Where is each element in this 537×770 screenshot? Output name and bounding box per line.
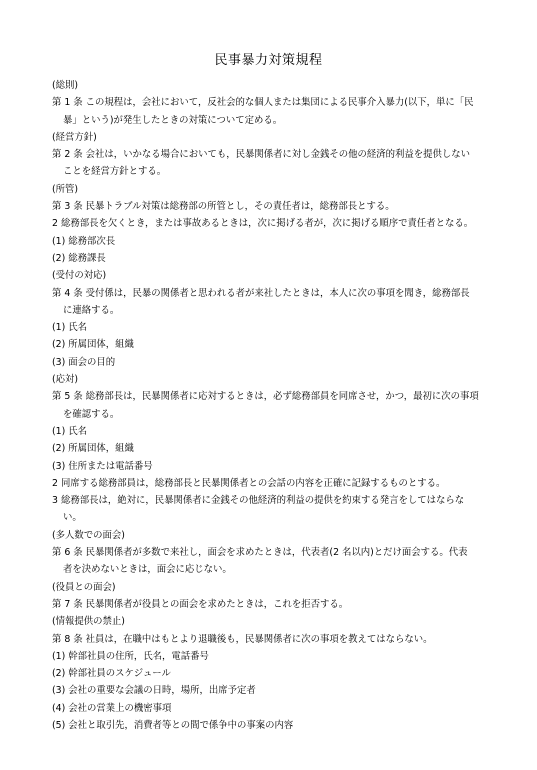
- document-line: 者を決めないときは，面会に応じない。: [63, 564, 232, 576]
- document-line: (1) 氏名: [52, 322, 88, 334]
- document-line: 第 5 条 総務部長は，民暴関係者に応対するときは，必ず総務部員を同席させ，かつ，最初に次の事項: [52, 391, 479, 403]
- document-line: (受付の対応): [52, 270, 107, 282]
- document-line: 第 7 条 民暴関係者が役員との面会を求めたときは，これを拒否する。: [52, 598, 349, 610]
- document-line: 第 4 条 受付係は，民暴の関係者と思われる者が来社したときは，本人に次の事項を聞き，総務部長: [52, 287, 470, 299]
- document-line: (2) 幹部社員のスケジュール: [52, 668, 171, 680]
- document-line: (1) 総務部次長: [52, 235, 116, 247]
- document-line: (情報提供の禁止): [52, 616, 125, 628]
- document-body: [52, 77, 492, 734]
- document-line: (2) 所属団体，組織: [52, 443, 134, 455]
- document-line: (3) 会社の重要な会議の日時，場所，出席予定者: [52, 685, 256, 697]
- document-line: (1) 幹部社員の住所，氏名，電話番号: [52, 650, 209, 662]
- document-line: (4) 会社の営業上の機密事項: [52, 702, 172, 714]
- document-line: (応対): [52, 374, 79, 386]
- document-line: 2 総務部長を欠くとき，または事故あるときは，次に掲げる者が，次に掲げる順序で責任者となる。: [52, 218, 474, 230]
- document-line: 第 2 条 会社は，いかなる場合においても，民暴関係者に対し金銭その他の経済的利益を提供しない: [52, 149, 471, 161]
- document-line: 暴」という)が発生したときの対策について定める。: [63, 114, 283, 126]
- document-line: (多人数での面会): [52, 529, 125, 541]
- document-line: (役員との面会): [52, 581, 116, 593]
- document-line: に連絡する。: [63, 304, 120, 316]
- document-line: い。: [63, 512, 82, 524]
- document-line: (2) 総務課長: [52, 252, 106, 264]
- document-line: 3 総務部長は，絶対に，民暴関係者に金銭その他経済的利益の提供を約束する発言をしてはならな: [52, 495, 465, 507]
- document-line: ことを経営方針とする。: [63, 166, 167, 178]
- document-line: (5) 会社と取引先，消費者等との間で係争中の事案の内容: [52, 719, 294, 731]
- document-line: 第 3 条 民暴トラブル対策は総務部の所管とし，その責任者は，総務部長とする。: [52, 201, 395, 213]
- document-line: (3) 住所または電話番号: [52, 460, 153, 472]
- document-title: 民事暴力対策規程: [214, 53, 323, 68]
- document-line: 第 6 条 民暴関係者が多数で来社し，面会を求めたときは，代表者(2 名以内)とだけ面会する。代表: [52, 547, 468, 559]
- document-line: (所管): [52, 183, 79, 195]
- document-line: (2) 所属団体，組織: [52, 339, 134, 351]
- document-line: (3) 面会の目的: [52, 356, 116, 368]
- document-line: (総則): [52, 80, 79, 91]
- document-line: 2 同席する総務部員は，総務部長と民暴関係者との会話の内容を正確に記録するものとする。: [52, 477, 446, 489]
- document-line: を確認する。: [63, 408, 120, 420]
- document-line: 第 1 条 この規程は，会社において，反社会的な個人または集団による民事介入暴力(以下，単に「民: [52, 97, 474, 109]
- document-line: (経営方針): [52, 131, 97, 143]
- document-line: (1) 氏名: [52, 425, 88, 437]
- document-line: 第 8 条 社員は，在職中はもとより退職後も，民暴関係者に次の事項を教えてはならない。: [52, 633, 433, 645]
